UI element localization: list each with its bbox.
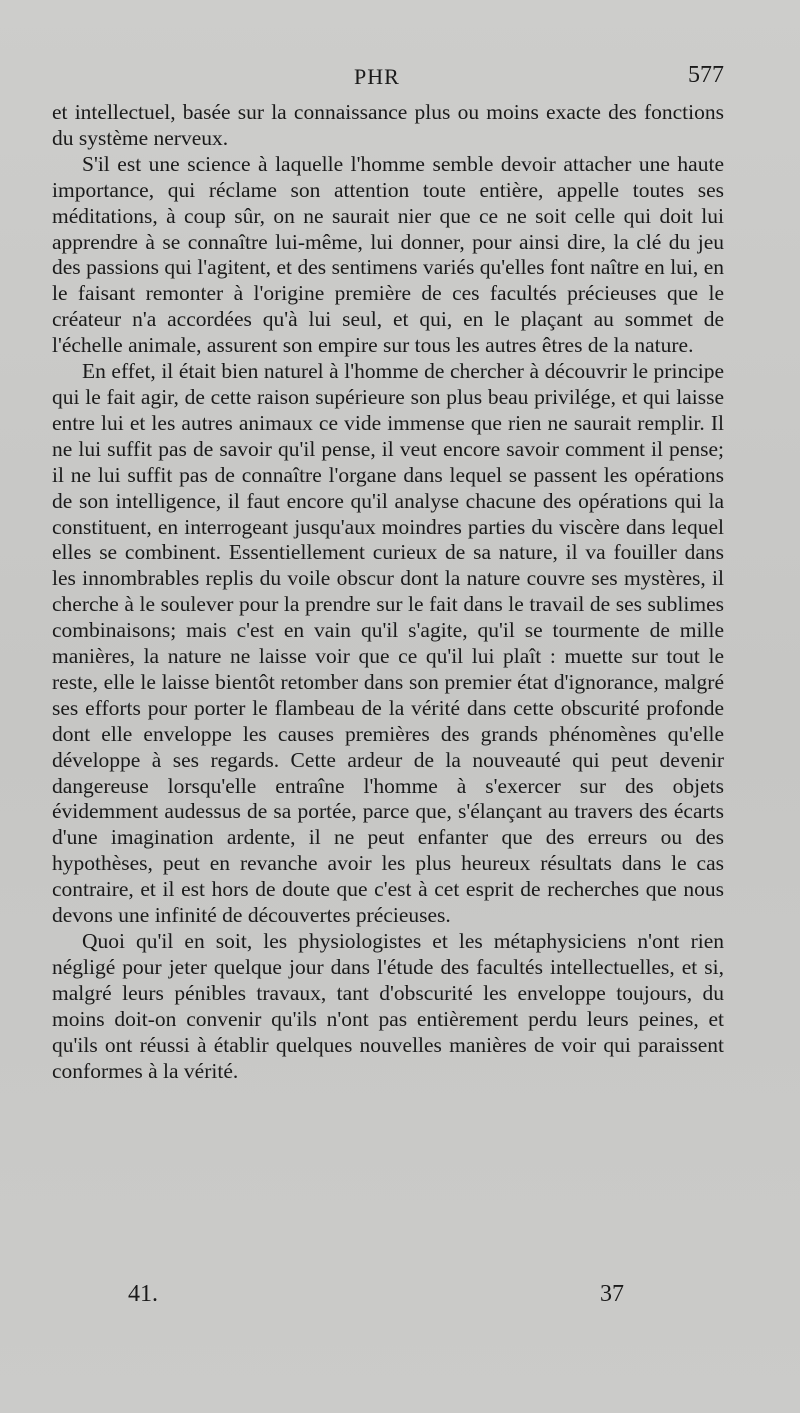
running-head: PHR [354,64,400,89]
page-footer [52,1281,724,1315]
paragraph: En effet, il était bien naturel à l'homme de chercher à découvrir le principe qui le fait agir, de cette raison supérieure son plus beau privilége, et qui laisse entre lui et les autres animaux ce vide immense que rien ne saurait remplir. Il ne lui suffit pas de savoir qu'il pense, il veut encore savoir comment il pense; il ne lui suffit pas de connaître l'organe dans lequel se passent les opérations de son intelligence, il faut encore qu'il analyse chacune des opérations qui la constituent, en interrogeant jusqu'aux moindres parties du viscère dans lequel elles se combinent. Essentiellement curieux de sa nature, il va fouiller dans les innombrables replis du voile obscur dont la nature couvre ses mystères, il cherche à le soulever pour la prendre sur le fait dans le travail de ses sublimes combinaisons; mais c'est en vain qu'il s'agite, qu'il se tourmente de mille manières, la nature ne laisse voir que ce qu'il lui plaît : muette sur tout le reste, elle le laisse bientôt retomber dans son premier état d'ignorance, malgré ses efforts pour porter le flambeau de la vérité dans cette obscurité profonde dont elle enveloppe les causes premières des grands phénomènes qu'elle développe à ses regards. Cette ardeur de la nouveauté qui peut devenir dangereuse lorsqu'elle entraîne l'homme à s'exercer sur des objets évidemment audessus de sa portée, parce que, s'élançant au travers des écarts d'une imagination ardente, il ne peut enfanter que des erreurs ou des hypothèses, peut en revanche avoir les plus heureux résultats dans le cas contraire, et il est hors de doute que c'est à cet esprit de recherches que nous devons une infinité de découvertes précieuses. [52,359,724,928]
paragraph-continued: et intellectuel, basée sur la connaissance plus ou moins exacte des fonctions du système nerveux. [52,100,724,150]
page-header [52,60,724,96]
page-number: 577 [688,62,724,88]
paragraph: S'il est une science à laquelle l'homme semble devoir attacher une haute importance, qui réclame son attention toute entière, appelle toutes ses méditations, à coup sûr, on ne saurait nier que ce ne soit celle qui doit lui apprendre à se connaître lui-même, lui donner, pour ainsi dire, la clé du jeu des passions qui l'agitent, et des sentimens variés qu'elles font naître en lui, en le faisant remonter à l'origine première de ces facultés précieuses que le créateur n'a accordées qu'à lui seul, et qui, en le plaçant au sommet de l'échelle animale, assurent son empire sur tous les autres êtres de la nature. [52,151,724,358]
signature-mark: 41. [128,1281,158,1307]
paragraph: Quoi qu'il en soit, les physiologistes et les métaphysiciens n'ont rien négligé pour jeter quelque jour dans l'étude des facultés intellectuelles, et si, malgré leurs pénibles travaux, tant d'obscurité les enveloppe toujours, du moins doit-on convenir qu'ils n'ont pas entièrement perdu leurs peines, et qu'ils ont réussi à établir quelques nouvelles manières de voir qui paraissent conformes à la vérité. [52,929,724,1083]
body-text [52,100,724,1084]
sheet-mark: 37 [600,1281,624,1307]
